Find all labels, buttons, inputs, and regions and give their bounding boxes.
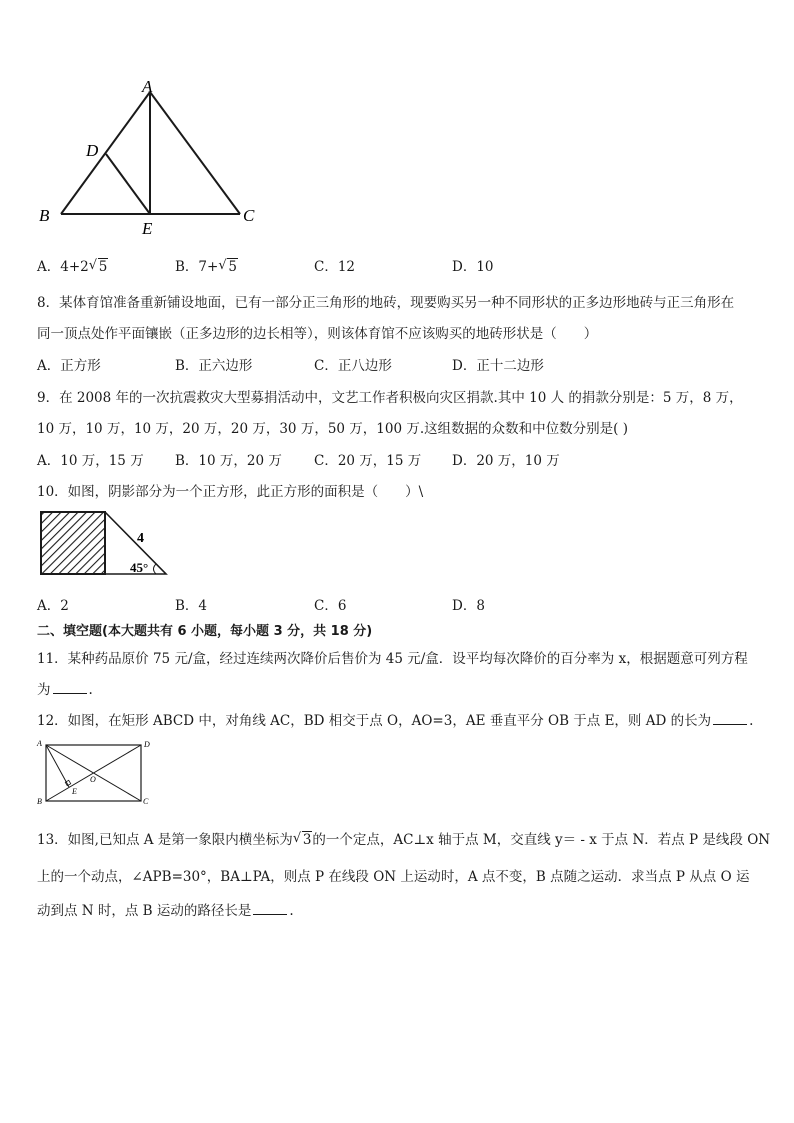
label-d: D (144, 740, 150, 749)
label-d: D (86, 141, 99, 160)
q8-option-c[interactable]: C．正八边形 (314, 358, 392, 374)
q13-stem-line1: 13．如图,已知点 A 是第一象限内横坐标为 √ 3的一个定点，AC⊥x 轴于点 M，交直线 y＝ - x 于点 N．若点 P 是线段 ON (37, 831, 771, 848)
label-a: A (37, 739, 42, 748)
q8-stem-line2: 同一顶点处作平面镶嵌（正多边形的边长相等），则该体育馆不应该购买的地砖形状是（ ） (37, 326, 598, 342)
sqrt-symbol: √ 5 (218, 258, 237, 275)
q13-stem-line3: 动到点 N 时，点 B 运动的路径长是 . (37, 903, 294, 919)
q10-option-a[interactable]: A．2 (37, 598, 69, 614)
answer-blank[interactable] (713, 724, 747, 725)
q7-option-c[interactable]: C．12 (314, 259, 356, 275)
label-e: E (72, 787, 77, 796)
side-ac (150, 92, 240, 214)
q8-option-b[interactable]: B．正六边形 (175, 358, 253, 374)
q8-option-d[interactable]: D．正十二边形 (452, 358, 544, 374)
label-c: C (143, 797, 149, 806)
label-e: E (142, 219, 153, 238)
label-b: B (39, 206, 50, 225)
label-c: C (243, 206, 255, 225)
q8-option-a[interactable]: A．正方形 (37, 358, 101, 374)
q8-stem-line1: 8．某体育馆准备重新铺设地面，已有一部分正三角形的地砖，现要购买另一种不同形状的正多边形地砖与正三角形在 (37, 295, 735, 311)
q9-option-c[interactable]: C．20 万，15 万 (314, 453, 422, 469)
shaded-square (41, 512, 105, 574)
segment-de (106, 154, 150, 214)
q13-stem-line2: 上的一个动点，∠APB=30°，BA⊥PA，则点 P 在线段 ON 上运动时，A 点不变，B 点随之运动．求当点 P 从点 O 运 (37, 869, 750, 885)
q10-option-c[interactable]: C．6 (314, 598, 347, 614)
q9-option-b[interactable]: B．10 万，20 万 (175, 453, 282, 469)
label-o: O (90, 775, 96, 784)
q10-option-b[interactable]: B．4 (175, 598, 208, 614)
q11-stem-line1: 11．某种药品原价 75 元/盒，经过连续两次降价后售价为 45 元/盒．设平均每次降价的百分率为 x，根据题意可列方程 (37, 651, 748, 667)
angle-arc (154, 564, 157, 574)
q7-option-a[interactable]: A．4+2 √ 5 (37, 258, 108, 275)
sqrt-symbol: √ 5 (88, 258, 108, 275)
q9-option-a[interactable]: A．10 万，15 万 (37, 453, 144, 469)
q10-square-figure (38, 509, 170, 579)
q9-stem-line1: 9．在 2008 年的一次抗震救灾大型募捐活动中，文艺工作者积极向灾区捐款.其中 10 人 的捐款分别是：5 万，8 万， (37, 390, 743, 406)
angle-label: 45° (130, 560, 149, 575)
q7-option-b[interactable]: B．7+ √ 5 (175, 258, 237, 275)
sqrt-symbol: √ 3 (292, 831, 312, 848)
q10-option-d[interactable]: D．8 (452, 598, 485, 614)
q7-option-d[interactable]: D．10 (452, 259, 494, 275)
label-a: A (142, 78, 153, 96)
q10-stem-line1: 10．如图，阴影部分为一个正方形，此正方形的面积是（ ）\ (37, 484, 424, 500)
label-b: B (37, 797, 42, 806)
answer-blank[interactable] (53, 693, 87, 694)
side-length-label: 4 (137, 531, 144, 546)
q11-stem-line2: 为 . (37, 682, 93, 698)
section-heading-fill-in: 二、填空题(本大题共有 6 小题，每小题 3 分，共 18 分) (37, 624, 373, 639)
q7-triangle-figure (36, 78, 266, 238)
answer-blank[interactable] (253, 914, 287, 915)
q12-rectangle-figure (36, 737, 156, 807)
q9-option-d[interactable]: D．20 万，10 万 (452, 453, 560, 469)
q12-stem-line1: 12．如图，在矩形 ABCD 中，对角线 AC，BD 相交于点 O，AO=3，AE 垂直平分 OB 于点 E，则 AD 的长为 . (37, 713, 754, 729)
q9-stem-line2: 10 万，10 万，10 万，20 万，20 万，30 万，50 万，100 万.这组数据的众数和中位数分别是( ) (37, 421, 628, 437)
